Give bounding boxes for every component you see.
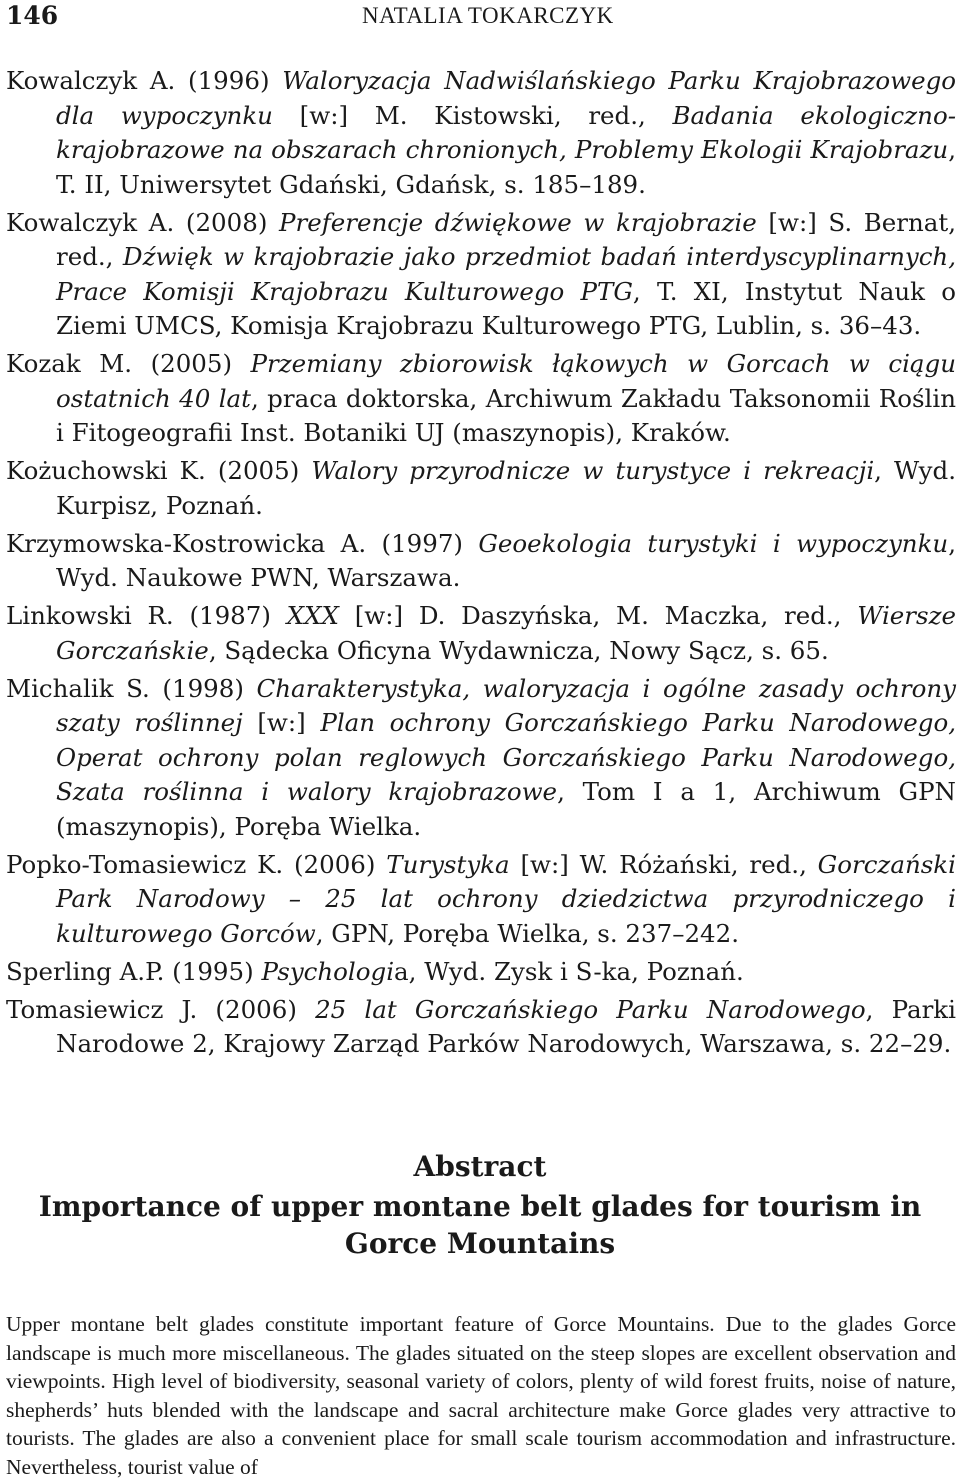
reference-entry xyxy=(6,64,956,202)
ref-source-title: Gorczański Park Narodowy – 25 lat ochrony dziedzictwa przyrodniczego i kulturowego Gorców xyxy=(56,849,956,948)
reference-entry xyxy=(6,848,956,952)
ref-details: , Wyd. Kurpisz, Poznań. xyxy=(56,456,956,520)
ref-details: [w:] W. Różański, red., xyxy=(509,849,818,879)
ref-title: Geoekologia turystyki i wypoczynku xyxy=(478,528,949,558)
ref-author-year: Popko-Tomasiewicz K. (2006) xyxy=(6,849,387,879)
ref-details: , Parki Narodowe 2, Krajowy Zarząd Parków Narodowych, Warszawa, s. 22–29. xyxy=(56,994,956,1058)
ref-title: Turystyka xyxy=(386,849,510,879)
ref-title: XXX xyxy=(286,601,339,630)
ref-author-year: Krzymowska-Kostrowicka A. (1997) xyxy=(6,528,479,558)
page-number: 146 xyxy=(6,1,59,30)
reference-entry xyxy=(6,955,956,990)
ref-author-year: Linkowski R. (1987) xyxy=(6,601,287,630)
ref-author-year: Kowalczyk A. (2008) xyxy=(6,207,280,237)
abstract-body: Upper montane belt glades constitute important feature of Gorce Mountains. Due to the glades Gorce landscape is much more miscellaneous. The glades situated on the steep slopes are excellent observation and viewpoints. High level of biodiversity, seasonal variety of colors, plenty of wild forest fruits, noise of nature, shepherds’ huts blended with the landscape and sacral architecture make Gorce glades very attractive to tourists. The glades are also a convenient place for small scale tourism accommodation and infrastructure. Nevertheless, tourist value of xyxy=(6,1312,956,1479)
ref-details: [w:] M. Kistowski, red., xyxy=(272,100,673,130)
ref-source-title: Plan ochrony Gorczańskiego Parku Narodowego, Operat ochrony polan reglowych Gorczańskiego Parku Narodowego, Szata roślinna i walory krajobrazowe xyxy=(56,708,957,806)
reference-entry xyxy=(6,672,956,845)
reference-entry xyxy=(6,454,956,523)
running-head: NATALIA TOKARCZYK xyxy=(362,3,614,28)
abstract-label: Abstract xyxy=(413,1150,547,1183)
ref-title: Charakterystyka, waloryzacja i ogólne zasady ochrony szaty roślinnej xyxy=(56,673,956,737)
ref-details: a, Wyd. Zysk i S-ka, Poznań. xyxy=(394,956,744,986)
ref-title: Waloryzacja Nadwiślańskiego Parku Krajobrazowego dla wypoczynku xyxy=(56,66,956,130)
ref-author-year: Kozak M. (2005) xyxy=(6,349,251,378)
ref-author-year: Kożuchowski K. (2005) xyxy=(6,456,312,485)
ref-author-year: Tomasiewicz J. (2006) xyxy=(6,994,316,1024)
ref-details: , praca doktorska, Archiwum Zakładu Taksonomii Roślin i Fitogeografii Inst. Botaniki UJ (maszynopis), Kraków. xyxy=(56,383,956,447)
ref-details: [w:] S. Bernat, red., xyxy=(56,207,957,271)
reference-list xyxy=(6,64,956,1065)
ref-author-year: Kowalczyk A. (1996) xyxy=(6,66,283,95)
ref-source-title: Wiersze Gorczańskie xyxy=(56,601,956,665)
reference-entry xyxy=(6,527,956,596)
ref-title: 25 lat Gorczańskiego Parku Narodowego xyxy=(315,994,866,1024)
ref-title: Walory przyrodnicze w turystyce i rekreacji xyxy=(311,456,875,485)
ref-details: , Wyd. Naukowe PWN, Warszawa. xyxy=(56,528,956,592)
ref-details: [w:] xyxy=(242,708,321,737)
reference-entry xyxy=(6,993,956,1062)
ref-title: Psychologi xyxy=(261,956,395,986)
ref-author-year: Michalik S. (1998) xyxy=(6,673,257,703)
ref-publisher: , GPN, Poręba Wielka, s. 237–242. xyxy=(315,918,739,948)
abstract-heading xyxy=(0,1148,960,1262)
ref-publisher: , T. II, Uniwersytet Gdański, Gdańsk, s. 185–189. xyxy=(56,135,956,199)
page-header xyxy=(6,0,956,34)
abstract-title: Importance of upper montane belt glades for tourism in Gorce Mountains xyxy=(38,1190,922,1260)
ref-publisher: , Sądecka Oficyna Wydawnicza, Nowy Sącz, s. 65. xyxy=(208,635,829,665)
ref-source-title: Dźwięk w krajobrazie jako przedmiot badań interdyscyplinarnych, Prace Komisji Krajobrazu Kulturowego PTG xyxy=(56,242,957,306)
ref-title: Preferencje dźwiękowe w krajobrazie xyxy=(279,207,757,237)
ref-details: [w:] D. Daszyńska, M. Maczka, red., xyxy=(338,601,858,630)
ref-source-title: Badania ekologiczno-krajobrazowe na obszarach chronionych, Problemy Ekologii Krajobrazu xyxy=(56,100,956,164)
ref-publisher: , Tom I a 1, Archiwum GPN (maszynopis), Poręba Wielka. xyxy=(56,777,956,841)
reference-entry xyxy=(6,347,956,451)
reference-entry xyxy=(6,206,956,344)
ref-publisher: , T. XI, Instytut Nauk o Ziemi UMCS, Komisja Krajobrazu Kulturowego PTG, Lublin, s. 36–43. xyxy=(56,276,956,340)
reference-entry xyxy=(6,599,956,668)
ref-title: Przemiany zbiorowisk łąkowych w Gorcach w ciągu ostatnich 40 lat xyxy=(56,349,956,413)
ref-author-year: Sperling A.P. (1995) xyxy=(6,956,262,986)
